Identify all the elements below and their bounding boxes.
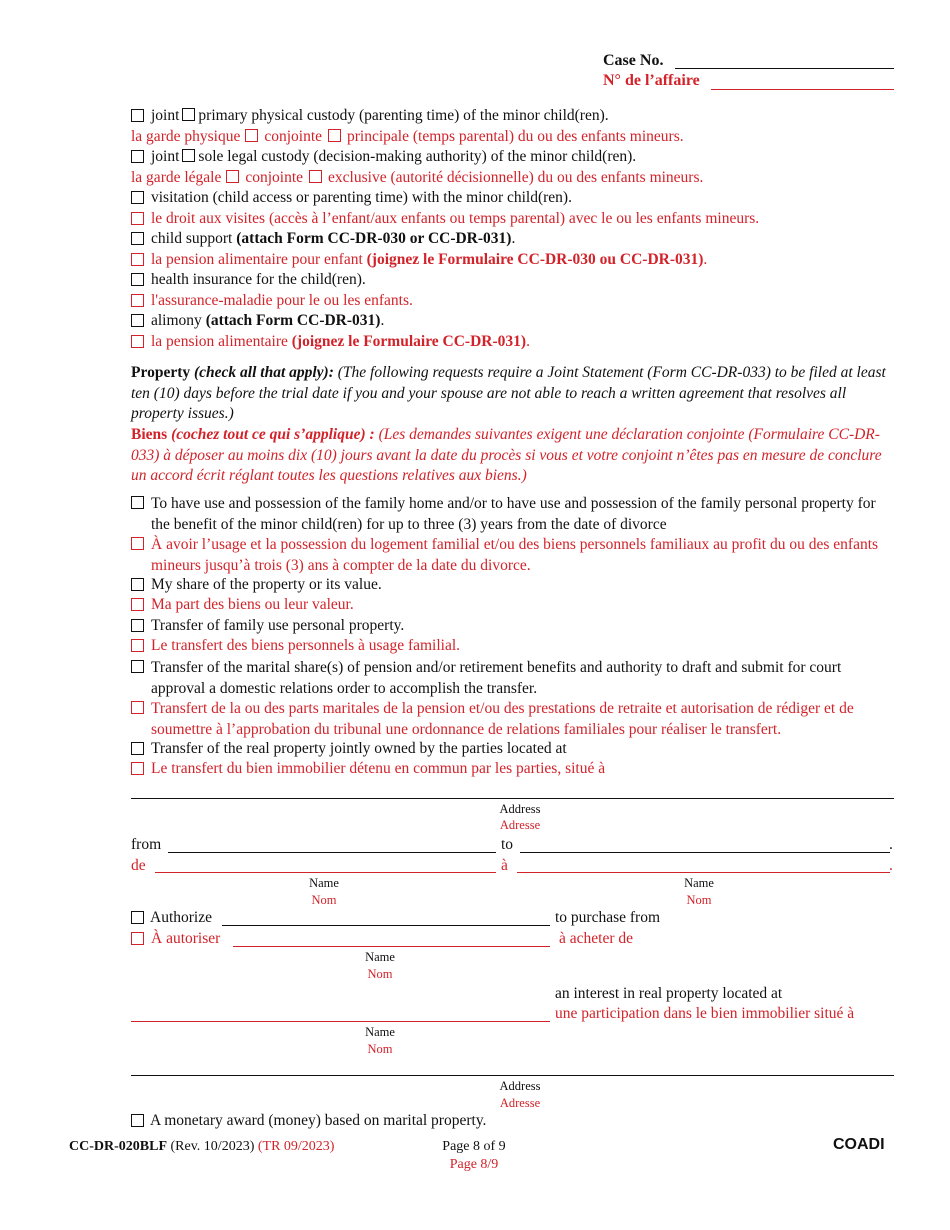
from-label: from [131,836,162,853]
real-property-text: Transfer of the real property jointly owned by the parties located at [151,740,567,757]
physical-fr-pre: la garde physique [131,128,241,145]
family-home-text: To have use and possession of the family home and/or to have use and possession of the family personal property for the benefit of the minor child(ren) for up to three (3) years from the date of divorce [151,495,876,533]
authorize-name-field-fr[interactable] [233,946,550,947]
authorize-checkbox[interactable] [131,911,144,924]
to-label-fr: à [501,857,508,874]
authorize-label-fr: À autoriser [151,930,221,947]
property-intro-fr [131,425,896,487]
alimony-text [151,312,384,330]
property-share-checkbox-fr[interactable] [131,598,144,611]
transfer-personal-text: Transfer of family use personal property. [151,617,405,634]
physical-fr-joint: conjointe [264,128,323,145]
form-rev: (Rev. 10/2023) [170,1139,255,1154]
address-caption-2: Address [499,1079,541,1093]
child-support-checkbox-fr[interactable] [131,253,144,266]
real-property-checkbox[interactable] [131,742,144,755]
interest-label-fr: une participation dans le bien immobilier situé à [555,1005,855,1022]
property-heading-fr-italic: (cochez tout ce qui s’applique) : [171,426,375,443]
authorize-checkbox-fr[interactable] [131,932,144,945]
physical-custody-line-fr [131,128,684,146]
visitation-checkbox[interactable] [131,191,144,204]
purchase-label: to purchase from [555,909,661,926]
legal-custody-text: sole legal custody (decision-making authority) of the minor child(ren). [198,148,637,165]
alimony-text-fr [151,333,530,351]
form-tr: (TR 09/2023) [257,1139,335,1154]
property-intro-text: (The following requests require a Joint Statement (Form CC-DR-033) to be filed at least ten (10) days before the trial date if you and your spouse are not able to reach a written agreement that resolves all property issues.) [131,364,886,422]
physical-custody-line [151,107,609,125]
from-label-fr: de [131,857,146,874]
period: . [380,312,385,329]
visitation-text-fr: le droit aux visites (accès à l’enfant/aux enfants ou temps parental) avec le ou les enfants mineurs. [151,210,760,227]
pension-transfer-text-fr: Transfert de la ou des parts maritales de la pension et/ou des prestations de retraite et autorisation de rédiger et de soumettre à l’approbation du tribunal une ordonnance de relations familiales pour réaliser le transfert. [151,700,854,738]
health-insurance-checkbox[interactable] [131,273,144,286]
address-caption-1-fr: Adresse [499,818,541,832]
legal-sole-checkbox[interactable] [182,149,195,162]
transfer-personal-text-fr: Le transfert des biens personnels à usage familial. [151,637,461,654]
property-heading: Property [131,364,191,381]
case-no-field-fr[interactable] [711,89,894,90]
legal-fr-pre: la garde légale [131,169,222,186]
to-label: to [501,836,514,853]
from-name-caption-fr: Nom [311,893,337,907]
legal-joint-checkbox[interactable] [131,150,144,163]
authorize-name-field[interactable] [222,925,550,926]
health-insurance-checkbox-fr[interactable] [131,294,144,307]
interest-label: an interest in real property located at [555,985,783,1002]
period: . [703,251,708,268]
case-no-field[interactable] [675,68,894,69]
physical-fr-text: principale (temps parental) du ou des enfants mineurs. [347,128,684,145]
alimony-fr-pre: la pension alimentaire [151,333,292,350]
from-name-field[interactable] [168,852,496,853]
child-support-text [151,230,515,248]
physical-primary-checkbox[interactable] [182,108,195,121]
child-support-fr-pre: la pension alimentaire pour enfant [151,251,367,268]
visitation-checkbox-fr[interactable] [131,212,144,225]
authorize-label: Authorize [150,909,212,926]
to-period-fr: . [889,857,893,874]
alimony-fr-bold: (joignez le Formulaire CC-DR-031) [291,333,527,350]
case-no-label: Case No. [603,52,664,69]
period: . [526,333,530,350]
legal-custody-line [151,148,636,166]
property-intro [131,363,896,425]
seller-name-caption-fr: Nom [367,1042,393,1056]
address-field-1[interactable] [131,798,894,799]
legal-fr-text: exclusive (autorité décisionnelle) du ou des enfants mineurs. [328,169,704,186]
to-name-caption-fr: Nom [686,893,712,907]
child-support-pre: child support [151,230,237,247]
footer-form-id [69,1139,334,1155]
legal-joint-label: joint [151,148,180,165]
authorize-name-caption: Name [365,950,395,964]
physical-custody-text: primary physical custody (parenting time) of the minor child(ren). [198,107,609,124]
pension-transfer-checkbox-fr[interactable] [131,701,144,714]
property-intro-text-fr: (Les demandes suivantes exigent une déclaration conjointe (Formulaire CC-DR-033) à déposer au moins dix (10) jours avant la date du procès si vous et votre conjoint n’êtes pas en mesure de conclure un accord écrit réglant toutes les questions relatives aux biens.) [131,426,882,484]
address-caption-2-fr: Adresse [499,1096,541,1110]
real-property-text-fr: Le transfert du bien immobilier détenu en commun par les parties, situé à [151,760,606,777]
legal-sole-checkbox-fr[interactable] [309,170,322,183]
alimony-bold: (attach Form CC-DR-031) [205,312,381,329]
property-share-text-fr: Ma part des biens ou leur valeur. [151,596,354,613]
monetary-award-checkbox[interactable] [131,1114,144,1127]
seller-name-caption: Name [365,1025,395,1039]
family-home-checkbox-fr[interactable] [131,537,144,550]
transfer-personal-checkbox[interactable] [131,619,144,632]
property-heading-italic: (check all that apply): [193,364,334,381]
property-share-checkbox[interactable] [131,578,144,591]
alimony-checkbox[interactable] [131,314,144,327]
visitation-text: visitation (child access or parenting time) with the minor child(ren). [151,189,572,206]
child-support-fr-bold: (joignez le Formulaire CC-DR-030 ou CC-DR-031) [366,251,704,268]
legal-fr-joint: conjointe [245,169,304,186]
form-id: CC-DR-020BLF [69,1139,167,1154]
authorize-name-caption-fr: Nom [367,967,393,981]
child-support-bold: (attach Form CC-DR-030 or CC-DR-031) [236,230,512,247]
legal-custody-line-fr [131,169,703,187]
to-period: . [889,836,893,853]
child-support-text-fr [151,251,707,269]
from-name-caption: Name [309,876,339,890]
to-name-field-fr[interactable] [517,872,890,873]
monetary-award-text: A monetary award (money) based on marital property. [150,1112,487,1129]
property-share-text: My share of the property or its value. [151,576,382,593]
property-heading-fr: Biens [131,426,168,443]
footer-brand: COADI [833,1136,885,1153]
physical-joint-checkbox[interactable] [131,109,144,122]
to-name-field[interactable] [520,852,890,853]
pension-transfer-text: Transfer of the marital share(s) of pension and/or retirement benefits and authority to draft and submit for court approval a domestic relations order to accomplish the transfer. [151,659,842,697]
alimony-checkbox-fr[interactable] [131,335,144,348]
physical-joint-checkbox-fr[interactable] [245,129,258,142]
footer-page: Page 8 of 9 [442,1139,506,1154]
case-no-label-fr: N° de l’affaire [603,72,700,89]
legal-joint-checkbox-fr[interactable] [226,170,239,183]
child-support-checkbox[interactable] [131,232,144,245]
address-field-2[interactable] [131,1075,894,1076]
from-name-field-fr[interactable] [155,872,496,873]
physical-joint-label: joint [151,107,180,124]
family-home-text-fr: À avoir l’usage et la possession du logement familial et/ou des biens personnels familiaux au profit du ou des enfants mineurs jusqu’à trois (3) ans à compter de la date du divorce. [151,536,879,574]
real-property-checkbox-fr[interactable] [131,762,144,775]
seller-name-field[interactable] [131,1021,550,1022]
address-caption-1: Address [499,802,541,816]
alimony-pre: alimony [151,312,206,329]
health-insurance-text-fr: l'assurance-maladie pour le ou les enfants. [151,292,413,309]
footer-page-fr: Page 8/9 [449,1157,499,1172]
to-name-caption: Name [684,876,714,890]
purchase-label-fr: à acheter de [559,930,633,947]
health-insurance-text: health insurance for the child(ren). [151,271,366,288]
period: . [511,230,516,247]
transfer-personal-checkbox-fr[interactable] [131,639,144,652]
pension-transfer-checkbox[interactable] [131,660,144,673]
family-home-checkbox[interactable] [131,496,144,509]
physical-primary-checkbox-fr[interactable] [328,129,341,142]
